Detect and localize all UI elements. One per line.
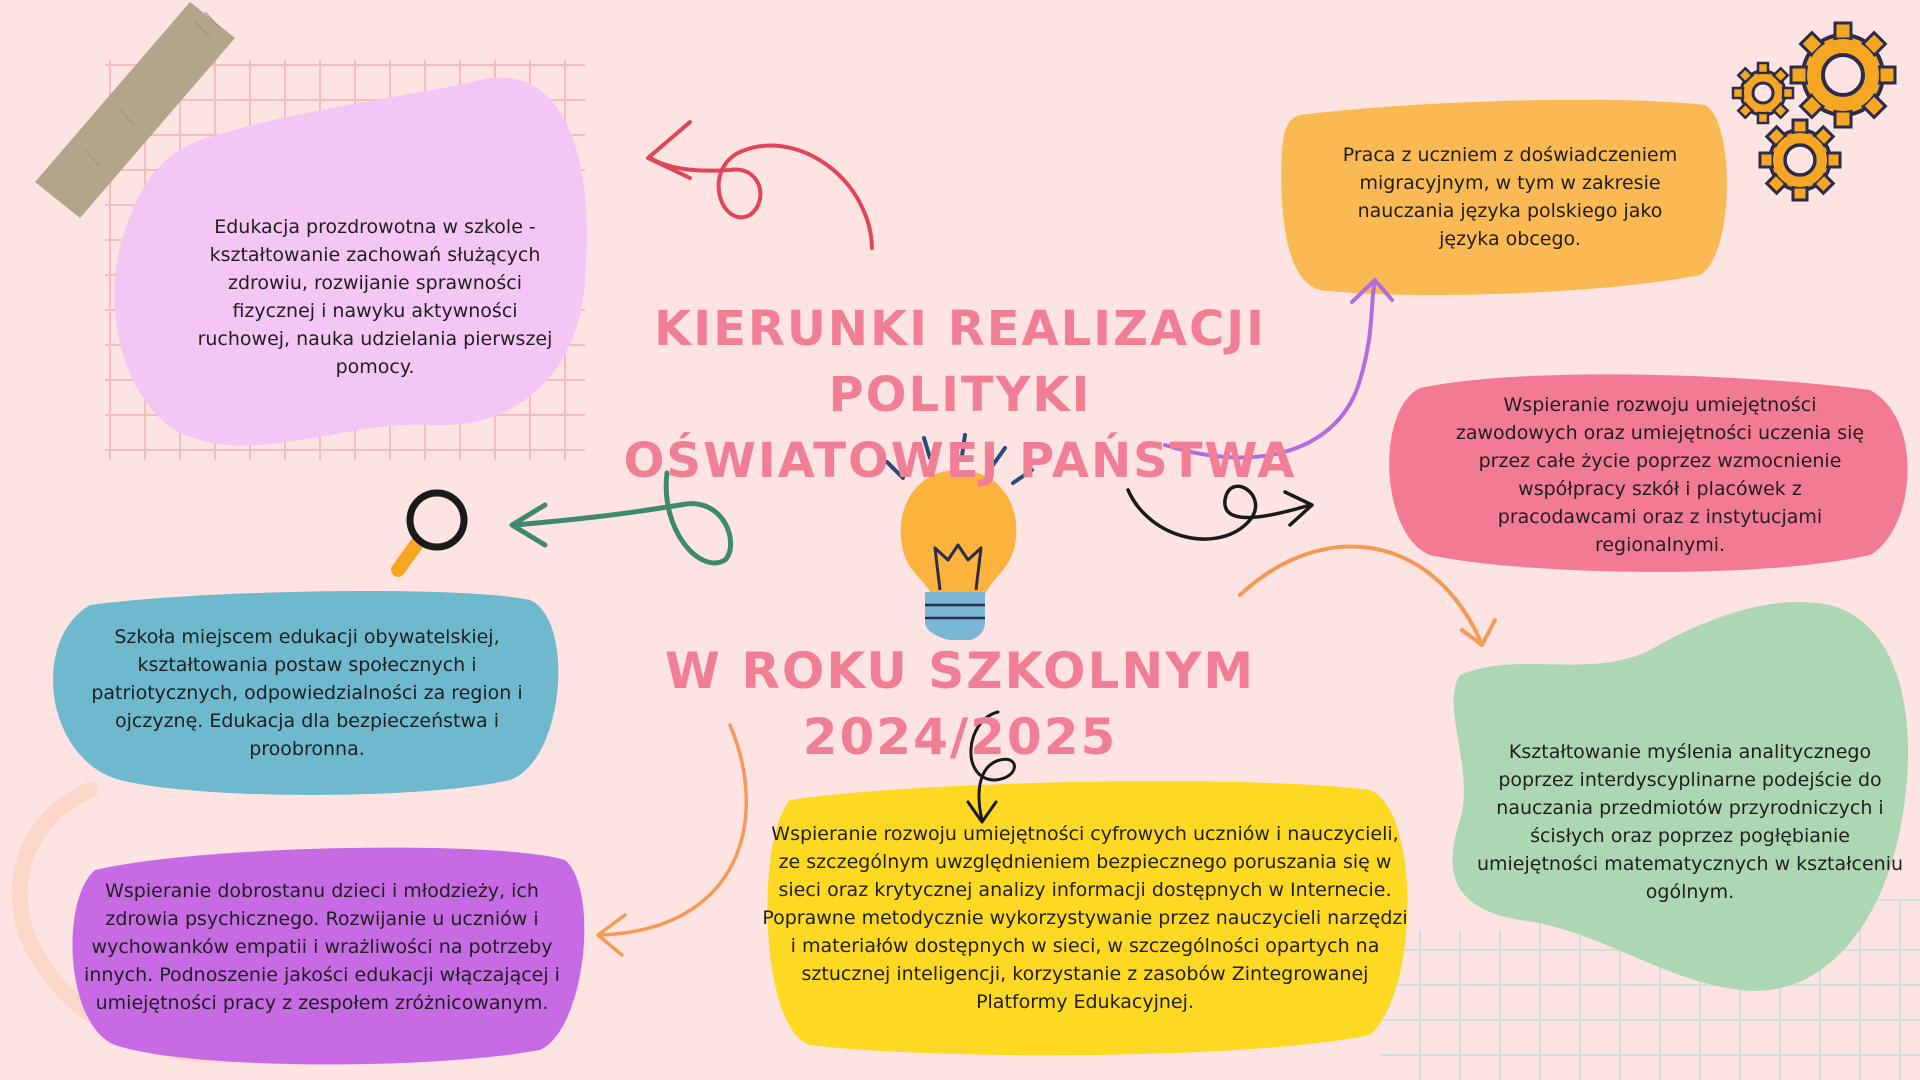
gears-icon	[1733, 23, 1895, 200]
block-analytical-thinking: Kształtowanie myślenia analitycznego poprzez interdyscyplinarne podejście do nauczania przedmiotów przyrodniczych i ścisłych oraz poprzez pogłębianie umiejętności matematycznych w kształceniu ogólnym.	[1476, 741, 1904, 903]
block-civic-education: Szkoła miejscem edukacji obywatelskiej, kształtowania postaw społecznych i patriotycznych, odpowiedzialności za region i ojczyznę. Edukacja dla bezpieczeństwa i proobronna.	[91, 626, 523, 760]
magnifying-glass-icon	[398, 493, 464, 570]
title-line-1: KIERUNKI REALIZACJI POLITYKI	[654, 301, 1266, 423]
arrow-to-analytical	[1240, 547, 1495, 645]
block-digital-skills: Wspieranie rozwoju umiejętności cyfrowych uczniów i nauczycieli, ze szczególnym uwzględnieniem bezpiecznego poruszania się w sieci oraz krytycznej analizy informacji dostępnych w Internecie. Poprawne metodycznie wykorzystywanie przez nauczycieli narzędzi i materiałów dostępnych w sieci, w szczególności opartych na sztucznej inteligencji, korzystanie z zasobów Zintegrowanej Platformy Edukacyjnej.	[762, 823, 1408, 1013]
block-health-education: Edukacja prozdrowotna w szkole - kształtowanie zachowań służących zdrowiu, rozwijanie sprawności fizycznej i nawyku aktywności ruchowej, nauka udzielania pierwszej pomocy.	[197, 216, 553, 378]
arrow-to-health	[648, 122, 872, 248]
school-year-title: W ROKU SZKOLNYM 2024/2025	[664, 642, 1256, 766]
block-migrant-students: Praca z uczniem z doświadczeniem migracyjnym, w tym w zakresie nauczania języka polskiego jako języka obcego.	[1342, 144, 1678, 250]
main-title	[560, 296, 1360, 494]
block-vocational-skills: Wspieranie rozwoju umiejętności zawodowych oraz umiejętności uczenia się przez całe życie poprzez wzmocnienie współpracy szkół i placówek z pracodawcami oraz z instytucjami regionalnymi.	[1455, 394, 1865, 556]
arrow-to-vocational	[1128, 486, 1312, 539]
block-wellbeing: Wspieranie dobrostanu dzieci i młodzieży, ich zdrowia psychicznego. Rozwijanie u uczniów i wychowanków empatii i wrażliwości na potrzeby innych. Podnoszenie jakości edukacji włączającej i umiejętności pracy z zespołem zróżnicowanym.	[84, 880, 560, 1014]
title-line-2: OŚWIATOWEJ PAŃSTWA	[623, 433, 1297, 489]
